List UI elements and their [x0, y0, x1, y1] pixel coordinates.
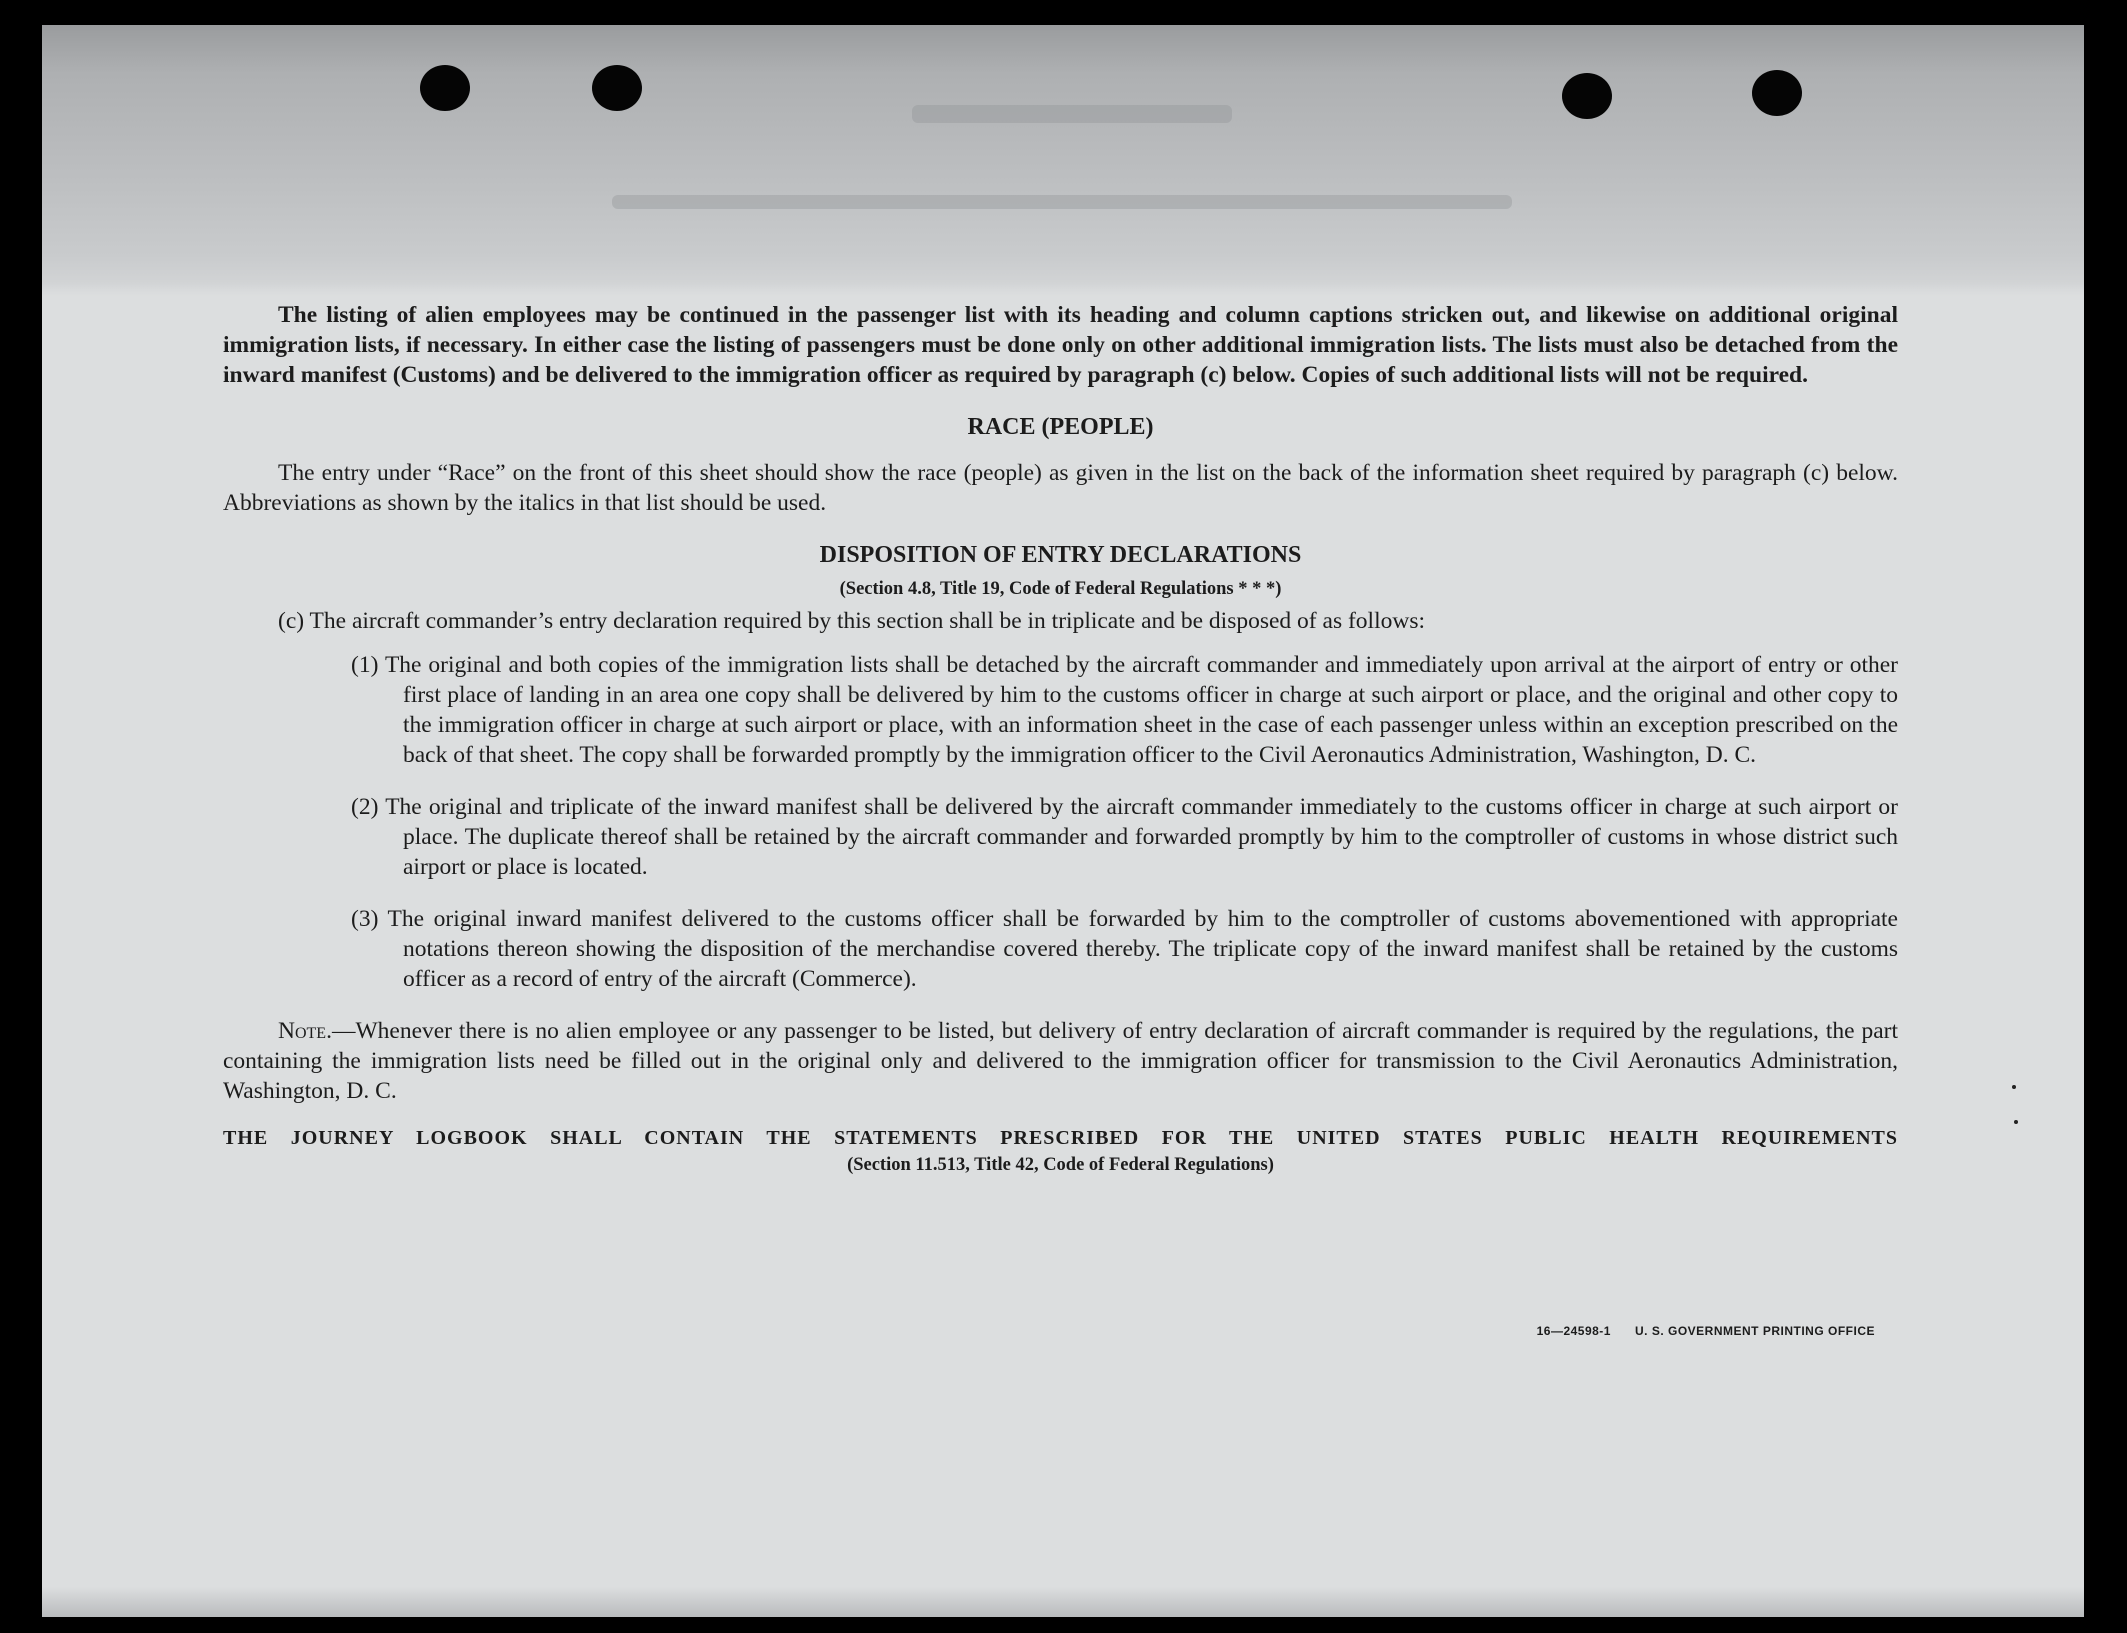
race-heading: RACE (PEOPLE): [967, 414, 1154, 440]
document-body: [223, 300, 1898, 1338]
punch-hole: [1562, 73, 1612, 119]
disposition-heading: DISPOSITION OF ENTRY DECLARATIONS: [819, 542, 1302, 568]
item-number: (3): [351, 906, 379, 932]
disposition-item-1: [223, 650, 1898, 770]
speck: [2012, 1085, 2016, 1089]
disposition-item-3: [223, 904, 1898, 994]
note-paragraph: [223, 1016, 1898, 1106]
note-text: —Whenever there is no alien employee or any passenger to be listed, but delivery of entry declaration of aircraft commander is required by the regulations, the part containing the immigration lists need be filled out in the original only and delivered to the immigration officer for transmission to the Civil Aeronautics Administration, Washington, D. C.: [223, 1018, 1898, 1104]
disposition-citation: (Section 4.8, Title 19, Code of Federal Regulations * * *): [839, 579, 1282, 599]
item-text: The original and both copies of the immigration lists shall be detached by the aircraft commander and immediately upon arrival at the airport of entry or other first place of landing in an area one copy shall be delivered by him to the customs officer in charge at such airport or place, and the original and other copy to the immigration officer in charge at such airport or place, with an information sheet in the case of each passenger unless within an exception prescribed on the back of that sheet. The copy shall be forwarded promptly by the immigration officer to the Civil Aeronautics Administration, Washington, D. C.: [384, 652, 1898, 768]
printer-name: U. S. GOVERNMENT PRINTING OFFICE: [1634, 1324, 1875, 1338]
sheet-bottom-edge: [42, 1587, 2084, 1617]
bleed-through-text: [912, 105, 1232, 123]
printer-imprint: [1537, 1324, 1875, 1338]
item-number: (1): [351, 652, 379, 678]
race-text: The entry under “Race” on the front of this sheet should show the race (people) as given in the list on the back of the information sheet required by paragraph (c) below. Abbreviations as shown by the italics in that list should be used.: [223, 460, 1898, 516]
bleed-through-text: [612, 195, 1512, 209]
intro-paragraph: The listing of alien employees may be continued in the passenger list with its heading and column captions stricken out, and likewise on additional original immigration lists, if necessary. In either case the listing of passengers must be done only on other additional immigration lists. The lists must also be detached from the inward manifest (Customs) and be delivered to the immigration officer as required by paragraph (c) below. Copies of such additional lists will not be required.: [223, 302, 1898, 388]
form-number: 16—24598-1: [1536, 1324, 1611, 1338]
punch-hole: [1752, 70, 1802, 116]
item-number: (2): [351, 794, 379, 820]
speck: [2014, 1120, 2018, 1124]
item-text: The original and triplicate of the inward manifest shall be delivered by the aircraft commander immediately to the customs officer in charge at such airport or place. The duplicate thereof shall be retained by the aircraft commander and forwarded promptly by him to the comptroller of customs in whose district such airport or place is located.: [385, 794, 1898, 880]
band-edge: [42, 283, 2084, 297]
disposition-item-2: [223, 792, 1898, 882]
logbook-statement: THE JOURNEY LOGBOOK SHALL CONTAIN THE STATEMENTS PRESCRIBED FOR THE UNITED STATES PUBLIC HEALTH REQUIREMENTS: [223, 1127, 1898, 1149]
punch-hole: [420, 65, 470, 111]
punch-hole: [592, 65, 642, 111]
note-label: Note.: [278, 1018, 332, 1044]
bleed-through-band: [42, 25, 2084, 297]
disposition-intro: (c) The aircraft commander’s entry declaration required by this section shall be in triplicate and be disposed of as follows:: [278, 608, 1425, 634]
item-text: The original inward manifest delivered to the customs officer shall be forwarded by him to the comptroller of customs abovementioned with appropriate notations thereon showing the disposition of the merchandise covered thereby. The triplicate copy of the inward manifest shall be retained by the customs officer as a record of entry of the aircraft (Commerce).: [387, 906, 1898, 992]
logbook-citation: (Section 11.513, Title 42, Code of Federal Regulations): [847, 1155, 1274, 1175]
